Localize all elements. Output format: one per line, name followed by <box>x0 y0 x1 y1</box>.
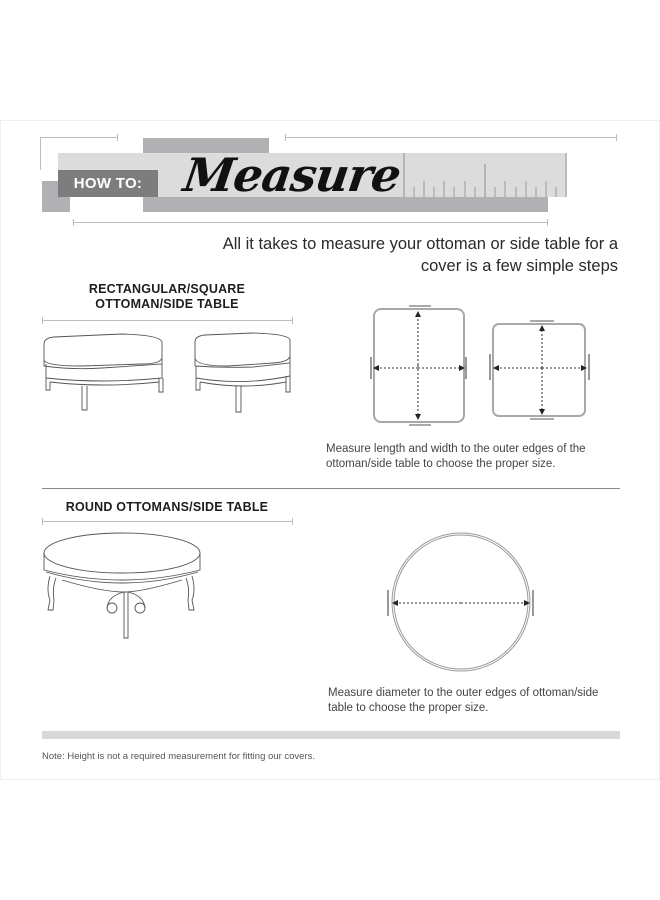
rule-tick <box>285 134 286 141</box>
section-divider <box>42 488 620 489</box>
section-rule <box>42 521 293 522</box>
section-title-round <box>42 500 292 515</box>
banner-rule <box>40 137 118 138</box>
subtitle <box>188 233 618 277</box>
caption-line: Measure diameter to the outer edges of ottoman/side <box>328 687 599 699</box>
caption-rectangular <box>326 442 586 472</box>
rule-tick <box>292 317 293 324</box>
square-ottoman-illustration <box>193 330 293 415</box>
section-title-rectangular <box>42 282 292 312</box>
page-title: Measure <box>180 148 404 202</box>
rule-tick <box>292 518 293 525</box>
round-ottoman-illustration <box>42 530 207 645</box>
rule-tick <box>616 134 617 141</box>
subtitle-line: All it takes to measure your ottoman or side table for a <box>222 235 618 253</box>
rule-tick <box>547 219 548 226</box>
caption-round <box>328 686 598 716</box>
circle-diameter-diagram <box>385 532 537 674</box>
caption-line: Measure length and width to the outer edges of the <box>326 443 586 455</box>
banner-rule <box>73 222 548 223</box>
subtitle-line: cover is a few simple steps <box>420 257 618 275</box>
caption-line: ottoman/side table to choose the proper size. <box>326 458 556 470</box>
footer-note: Note: Height is not a required measurement for fitting our covers. <box>42 751 315 762</box>
rule-tick <box>117 134 118 141</box>
caption-line: table to choose the proper size. <box>328 702 489 714</box>
section-title-line: OTTOMAN/SIDE TABLE <box>95 297 239 311</box>
ruler-icon <box>403 153 567 197</box>
rule-tick <box>42 317 43 324</box>
rectangular-ottoman-illustration <box>42 330 167 415</box>
rectangle-measure-diagram <box>368 305 468 425</box>
banner-rule <box>40 137 41 170</box>
section-rule <box>42 320 293 321</box>
rule-tick <box>73 219 74 226</box>
banner-rule <box>285 137 617 138</box>
rule-tick <box>42 518 43 525</box>
square-measure-diagram <box>488 316 594 420</box>
section-title-line: RECTANGULAR/SQUARE <box>88 282 246 296</box>
footer-bar <box>42 731 620 739</box>
section-title-line: ROUND OTTOMANS/SIDE TABLE <box>65 500 269 514</box>
how-to-badge: HOW TO: <box>58 170 158 197</box>
